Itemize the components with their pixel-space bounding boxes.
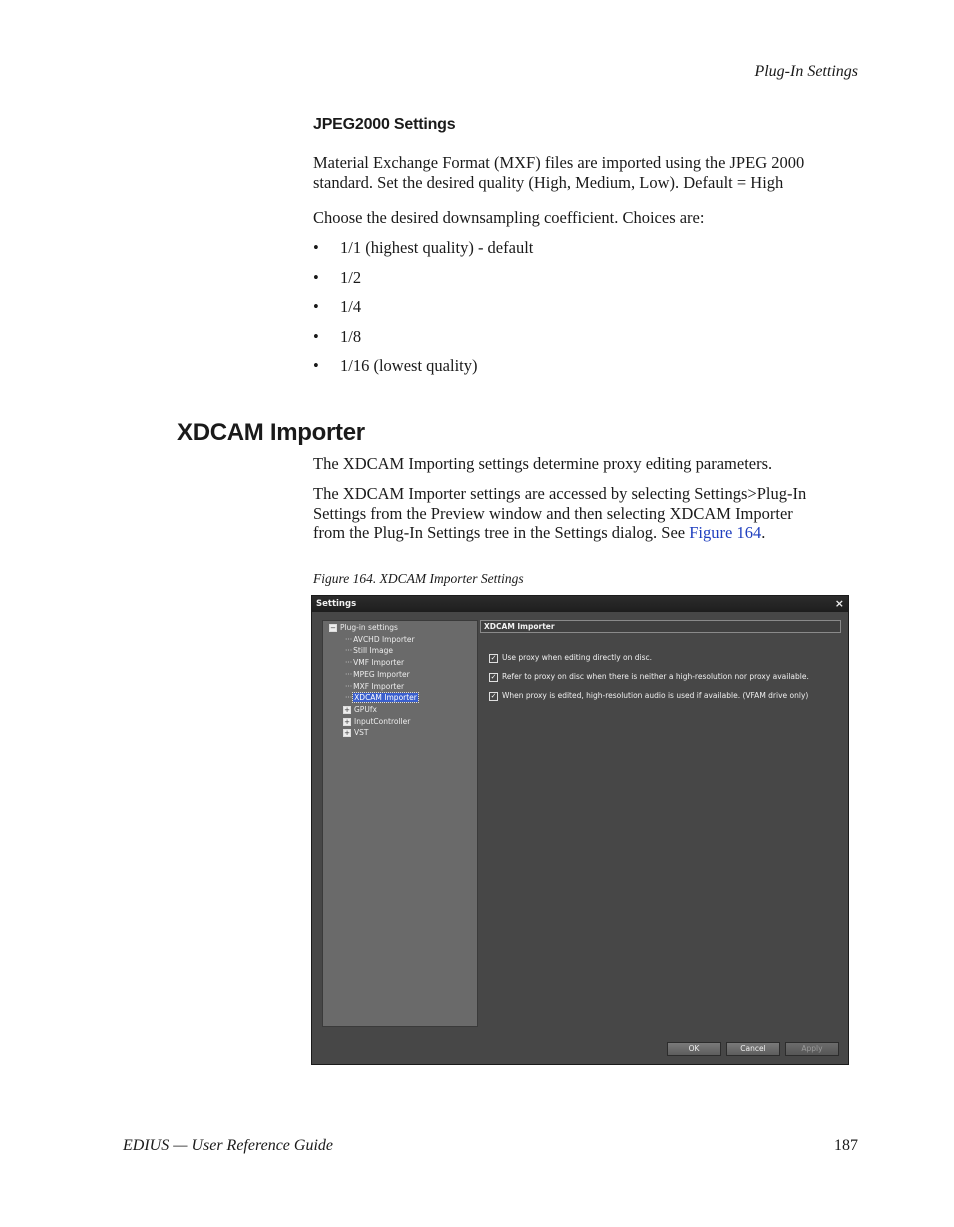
jpeg2000-paragraph-line: standard. Set the desired quality (High, Medium, Low). Default = High: [313, 172, 784, 192]
xdcam-heading: XDCAM Importer: [177, 419, 365, 446]
tree-item-label-selected: XDCAM Importer: [354, 693, 417, 703]
jpeg2000-paragraph: [313, 153, 861, 192]
figure-164-link[interactable]: Figure 164: [689, 523, 762, 542]
option-use-proxy[interactable]: [489, 652, 652, 663]
list-item-text: 1/8: [340, 326, 362, 346]
dialog-titlebar: [312, 596, 848, 612]
tree-item-label: AVCHD Importer: [353, 634, 415, 644]
expand-icon[interactable]: +: [344, 717, 350, 726]
expand-icon[interactable]: +: [344, 729, 350, 738]
tree-item-label: VST: [354, 728, 369, 738]
option-refer-proxy[interactable]: [489, 671, 809, 682]
list-item-text: 1/1 (highest quality) - default: [340, 238, 534, 257]
xdcam-access-paragraph: [313, 484, 861, 543]
jpeg2000-heading: JPEG2000 Settings: [313, 116, 456, 133]
apply-button[interactable]: Apply: [785, 1042, 839, 1056]
checkbox-checked-icon[interactable]: ✓: [490, 653, 497, 662]
tree-item-label: VMF Importer: [353, 658, 405, 668]
checkbox-checked-icon[interactable]: ✓: [490, 672, 497, 681]
option-label: When proxy is edited, high-resolution audio is used if available. (VFAM drive only): [502, 691, 809, 700]
expand-icon[interactable]: +: [344, 705, 350, 714]
paragraph-text: .: [761, 523, 766, 542]
paragraph-line: Settings from the Preview window and then selecting XDCAM Importer: [313, 503, 793, 523]
list-item-text: 1/16 (lowest quality): [340, 356, 478, 376]
option-label: Use proxy when editing directly on disc.: [502, 653, 653, 662]
tree-item-vmf-importer[interactable]: ···VMF Importer: [345, 658, 405, 668]
downsampling-choices-list: [313, 238, 533, 386]
ok-button[interactable]: OK: [667, 1042, 721, 1056]
footer-title: EDIUS — User Reference Guide: [123, 1137, 334, 1154]
tree-item-label: MPEG Importer: [353, 669, 410, 679]
option-label: Refer to proxy on disc when there is neither a high-resolution nor proxy available.: [502, 672, 809, 681]
list-item: • 1/16 (lowest quality): [313, 356, 533, 386]
tree-item-vst[interactable]: [343, 727, 368, 738]
list-item: • 1/4: [313, 297, 533, 327]
close-icon[interactable]: ×: [834, 597, 844, 610]
tree-item-still-image[interactable]: ···Still Image: [345, 646, 393, 656]
paragraph-line: [313, 523, 861, 543]
option-hires-audio[interactable]: [489, 690, 808, 701]
tree-item-label: MXF Importer: [353, 681, 405, 691]
tree-item-mxf-importer[interactable]: ···MXF Importer: [345, 681, 405, 691]
list-item-text: 1/4: [340, 297, 362, 317]
xdcam-intro: The XDCAM Importing settings determine proxy editing parameters.: [313, 454, 773, 473]
tree-item-label: Plug-in settings: [340, 623, 398, 632]
tree-item-gpufx[interactable]: [343, 704, 377, 715]
downsampling-intro: Choose the desired downsampling coefficient. Choices are:: [313, 208, 705, 227]
list-item: • 1/1 (highest quality) - default: [313, 238, 533, 268]
tree-item-plugin-settings[interactable]: [329, 622, 398, 633]
list-item-text: 1/2: [340, 267, 362, 287]
checkbox-checked-icon[interactable]: ✓: [490, 691, 497, 700]
list-item: • 1/8: [313, 327, 533, 357]
figure-caption: Figure 164. XDCAM Importer Settings: [313, 571, 524, 586]
cancel-button[interactable]: Cancel: [726, 1042, 780, 1056]
collapse-icon[interactable]: −: [330, 624, 336, 632]
paragraph-line: The XDCAM Importer settings are accessed by selecting Settings>Plug-In: [313, 484, 807, 503]
tree-item-xdcam-importer[interactable]: ··· XDCAM Importer: [345, 693, 417, 703]
running-header: Plug-In Settings: [754, 63, 858, 80]
tree-item-mpeg-importer[interactable]: ···MPEG Importer: [345, 669, 410, 679]
tree-item-label: InputController: [354, 716, 411, 726]
tree-item-label: GPUfx: [354, 704, 377, 714]
settings-dialog: [311, 595, 849, 1065]
page-number: 187: [834, 1137, 858, 1154]
plugin-settings-tree: [322, 620, 478, 1027]
tree-item-inputcontroller[interactable]: [343, 716, 410, 727]
paragraph-text: from the Plug-In Settings tree in the Settings dialog. See: [313, 523, 690, 542]
list-item: • 1/2: [313, 268, 533, 298]
pane-title: XDCAM Importer: [480, 620, 841, 633]
tree-item-avchd-importer[interactable]: ···AVCHD Importer: [345, 634, 415, 644]
jpeg2000-paragraph-line: Material Exchange Format (MXF) files are imported using the JPEG 2000: [313, 153, 805, 172]
tree-item-label: Still Image: [353, 646, 393, 656]
dialog-title: Settings: [316, 599, 357, 609]
